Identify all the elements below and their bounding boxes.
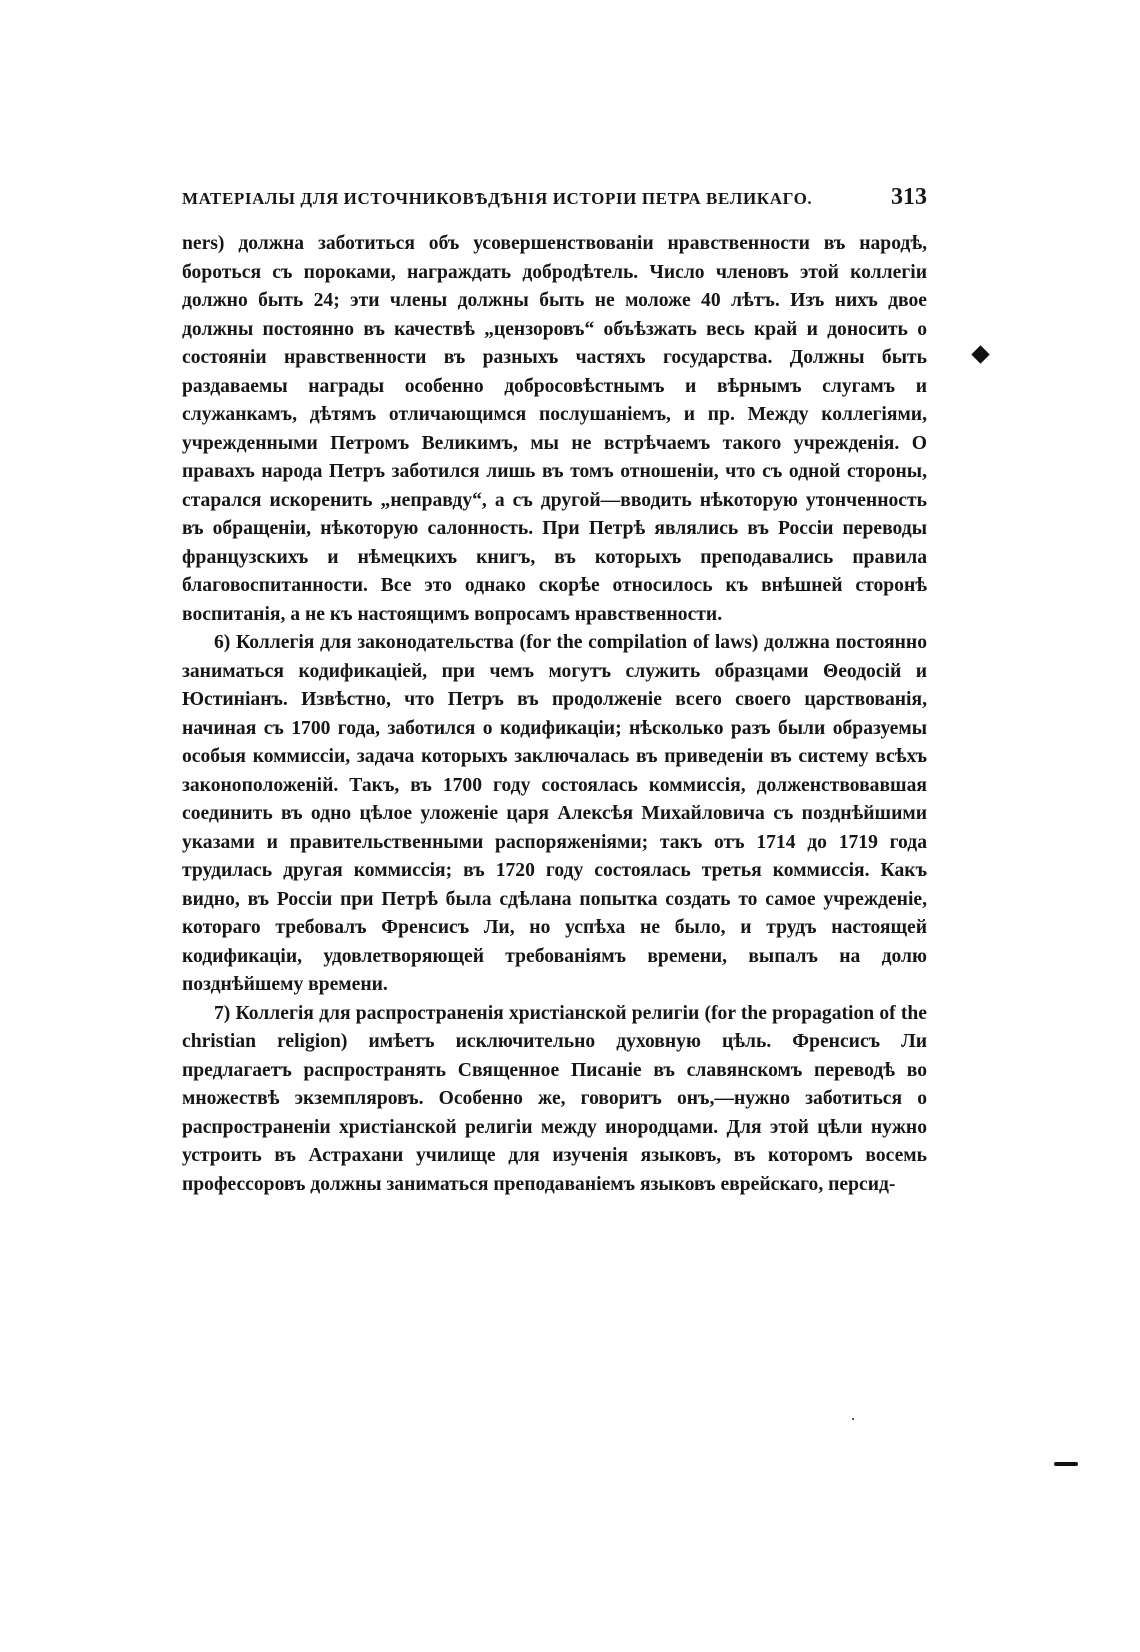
paragraph-item-7: 7) Коллегія для распространенія христіанской религіи (for the propagation of the christian religion) имѣетъ исключительно духовную цѣль. Френсисъ Ли предлагаетъ распространять Священное Писаніе въ славянскомъ переводѣ во множествѣ экземпляровъ. Особенно же, говоритъ онъ,—нужно заботиться о распространеніи христіанской религіи между инородцами. Для этой цѣли нужно устроить въ Астрахани училище для изученія языковъ, въ которомъ восемь профессоровъ должны заниматься преподаваніемъ языковъ еврейскаго, персид- [182, 1002, 927, 1195]
margin-ink-mark [971, 345, 989, 363]
paragraph-item-6: 6) Коллегія для законодательства (for the compilation of laws) должна постоянно заниматься кодификаціей, при чемъ могутъ служить образцами Θеодосій и Юстиніанъ. Извѣстно, что Петръ въ продолженіе всего своего царствованія, начиная съ 1700 года, заботился о кодификаціи; нѣсколько разъ были образуемы особыя коммиссіи, задача которыхъ заключалась въ приведеніи въ систему всѣхъ законоположеній. Такъ, въ 1700 году состоялась коммиссія, долженствовавшая соединить въ одно цѣлое уложеніе царя Алексѣя Михайловича съ позднѣйшими указами и правительственными распоряженіями; такъ отъ 1714 до 1719 года трудилась другая коммиссія; въ 1720 году состоялась третья коммиссія. Какъ видно, въ Россіи при Петрѣ была сдѣлана попытка создать то самое учрежденіе, котораго требовалъ Френсисъ Ли, но успѣха не было, и трудъ настоящей кодификаціи, удовлетворяющей требованіямъ времени, выпалъ на долю позднѣйшему времени. [182, 632, 927, 995]
scan-speck [852, 1418, 854, 1420]
body-text [182, 230, 927, 1199]
page-header [182, 184, 927, 211]
margin-dash-mark [1054, 1462, 1078, 1466]
page-number: 313 [891, 184, 927, 210]
running-title: МАТЕРІАЛЫ ДЛЯ ИСТОЧНИКОВѢДѢНІЯ ИСТОРІИ ПЕТРА ВЕЛИКАГО. [182, 189, 813, 208]
paragraph-continuation: ners) должна заботиться объ усовершенствованіи нравственности въ народѣ, бороться съ пороками, награждать добродѣтель. Число членовъ этой коллегіи должно быть 24; эти члены должны быть не моложе 40 лѣтъ. Изъ нихъ двое должны постоянно въ качествѣ „цензоровъ“ объѣзжать весь край и доносить о состояніи нравственности въ разныхъ частяхъ государства. Должны быть раздаваемы награды особенно добросовѣстнымъ и вѣрнымъ слугамъ и служанкамъ, дѣтямъ отличающимся послушаніемъ, и пр. Между коллегіями, учрежденными Петромъ Великимъ, мы не встрѣчаемъ такого учрежденія. О правахъ народа Петръ заботился лишь въ томъ отношеніи, что съ одной стороны, старался искоренить „неправду“, а съ другой—вводить нѣкоторую утонченность въ обращеніи, нѣкоторую салонность. При Петрѣ являлись въ Россіи переводы французскихъ и нѣмецкихъ книгъ, въ которыхъ преподавались правила благовоспитанности. Все это однако скорѣе относилось къ внѣшней сторонѣ воспитанія, а не къ настоящимъ вопросамъ нравственности. [182, 233, 927, 625]
